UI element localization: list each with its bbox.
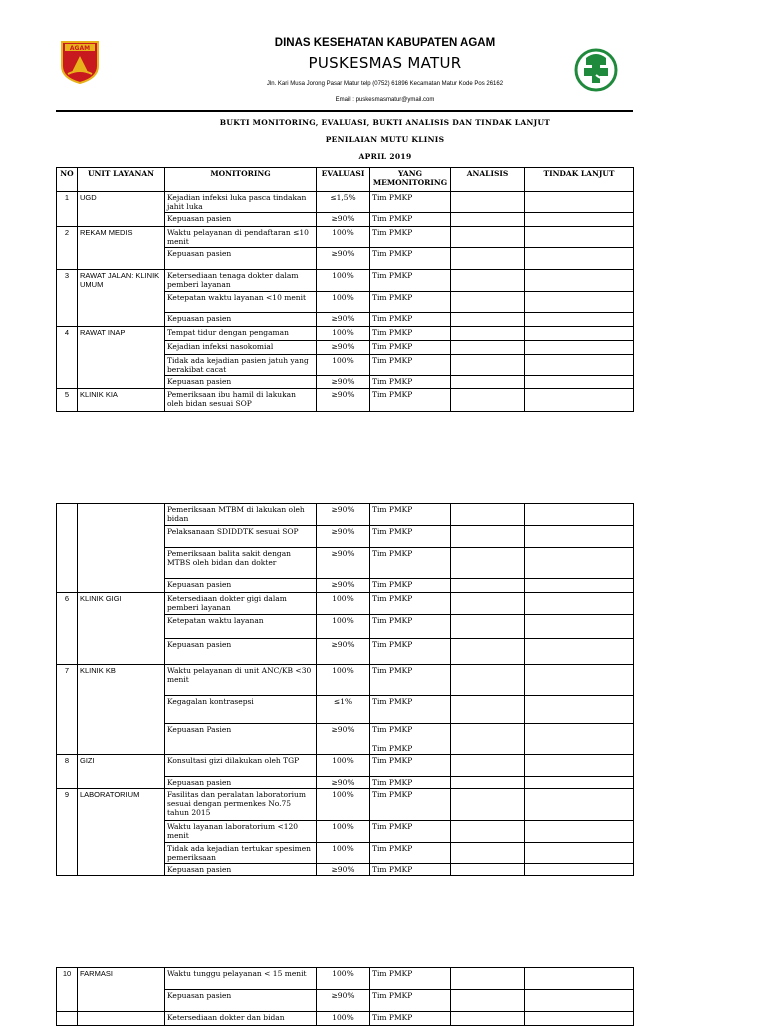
table-row: [57, 504, 634, 526]
table-row: [57, 270, 634, 292]
tindak-lanjut-cell: [525, 821, 634, 843]
tindak-lanjut-cell: [525, 615, 634, 639]
evaluasi-cell: 100%: [317, 270, 370, 292]
monitoring-cell: Fasilitas dan peralatan laboratorium sesuai dengan permenkes No.75 tahun 2015: [165, 789, 317, 821]
row-number: 2: [57, 227, 78, 270]
analisis-cell: [451, 665, 525, 696]
table-row: [57, 327, 634, 341]
tindak-lanjut-cell: [525, 1012, 634, 1026]
monitor-cell: Tim PMKP: [370, 615, 451, 639]
monitor-cell: Tim PMKP: [370, 327, 451, 341]
row-number: 1: [57, 192, 78, 227]
table-row: [57, 192, 634, 213]
evaluasi-cell: ≥90%: [317, 389, 370, 412]
doc-title: BUKTI MONITORING, EVALUASI, BUKTI ANALISIS DAN TINDAK LANJUT: [219, 118, 551, 127]
analisis-cell: [451, 327, 525, 341]
unit-name: KLINIK KB: [78, 665, 165, 755]
monitor-cell: Tim PMKP: [370, 504, 451, 526]
analisis-cell: [451, 213, 525, 227]
tindak-lanjut-cell: [525, 990, 634, 1012]
evaluasi-cell: ≥90%: [317, 724, 370, 755]
monitoring-cell: Waktu pelayanan di pendaftaran ≤10 menit: [165, 227, 317, 248]
unit-name: LABORATORIUM: [78, 789, 165, 876]
unit-name: FARMASI: [78, 968, 165, 1012]
tindak-lanjut-cell: [525, 777, 634, 789]
monitor-cell: Tim PMKP: [370, 579, 451, 593]
evaluasi-cell: ≥90%: [317, 579, 370, 593]
monitor-cell: Tim PMKP: [370, 639, 451, 665]
col-monitoring: MONITORING: [165, 168, 317, 192]
evaluasi-cell: 100%: [317, 665, 370, 696]
monitoring-cell: Kejadian infeksi nasokomial: [165, 341, 317, 355]
evaluasi-cell: ≥90%: [317, 376, 370, 389]
row-number: 4: [57, 327, 78, 389]
header-divider: [56, 110, 633, 112]
analisis-cell: [451, 968, 525, 990]
tindak-lanjut-cell: [525, 213, 634, 227]
monitoring-cell: Kejadian infeksi luka pasca tindakan jahit luka: [165, 192, 317, 213]
analisis-cell: [451, 755, 525, 777]
monitoring-cell: Pemeriksaan MTBM di lakukan oleh bidan: [165, 504, 317, 526]
monitoring-cell: Tidak ada kejadian pasien jatuh yang berakibat cacat: [165, 355, 317, 376]
monitoring-cell: Tempat tidur dengan pengaman: [165, 327, 317, 341]
unit-name: [78, 504, 165, 593]
monitor-cell: [370, 724, 451, 755]
table-row: [57, 1012, 634, 1026]
evaluasi-cell: 100%: [317, 821, 370, 843]
monitoring-cell: Kepuasan pasien: [165, 864, 317, 876]
monitoring-cell: Kepuasan pasien: [165, 639, 317, 665]
tindak-lanjut-cell: [525, 389, 634, 412]
monitoring-cell: Ketepatan waktu layanan: [165, 615, 317, 639]
monitor-cell: Tim PMKP: [370, 990, 451, 1012]
unit-name: RAWAT INAP: [78, 327, 165, 389]
tindak-lanjut-cell: [525, 355, 634, 376]
monitoring-cell: Kepuasan pasien: [165, 313, 317, 327]
monitoring-cell: Ketepatan waktu layanan <10 menit: [165, 292, 317, 313]
analisis-cell: [451, 1012, 525, 1026]
monitoring-cell: Kegagalan kontrasepsi: [165, 696, 317, 724]
analisis-cell: [451, 990, 525, 1012]
monitoring-cell: Waktu layanan laboratorium <120 menit: [165, 821, 317, 843]
doc-subtitle: PENILAIAN MUTU KLINIS: [325, 135, 445, 144]
tindak-lanjut-cell: [525, 696, 634, 724]
monitor-cell: Tim PMKP: [370, 355, 451, 376]
analisis-cell: [451, 227, 525, 248]
table-row: [57, 227, 634, 248]
monitoring-cell: Konsultasi gizi dilakukan oleh TGP: [165, 755, 317, 777]
evaluasi-cell: 100%: [317, 615, 370, 639]
monitor-name: Tim PMKP: [372, 725, 413, 734]
monitor-cell: Tim PMKP: [370, 864, 451, 876]
evaluasi-cell: ≥90%: [317, 313, 370, 327]
monitoring-cell: Waktu pelayanan di unit ANC/KB <30 menit: [165, 665, 317, 696]
tindak-lanjut-cell: [525, 843, 634, 864]
email-line: Email : puskesmasmatur@ymail.com: [335, 97, 435, 103]
evaluasi-cell: 100%: [317, 755, 370, 777]
monitor-cell: Tim PMKP: [370, 821, 451, 843]
evaluasi-cell: 100%: [317, 593, 370, 615]
analisis-cell: [451, 376, 525, 389]
unit-name: GIZI: [78, 755, 165, 789]
monitor-cell: Tim PMKP: [370, 213, 451, 227]
tindak-lanjut-cell: [525, 504, 634, 526]
analisis-cell: [451, 504, 525, 526]
unit-name: KLINIK GIGI: [78, 593, 165, 665]
tindak-lanjut-cell: [525, 327, 634, 341]
analisis-cell: [451, 341, 525, 355]
tindak-lanjut-cell: [525, 192, 634, 213]
monitor-cell: Tim PMKP: [370, 248, 451, 270]
tindak-lanjut-cell: [525, 579, 634, 593]
monitoring-cell: Kepuasan pasien: [165, 248, 317, 270]
analisis-cell: [451, 696, 525, 724]
analisis-cell: [451, 724, 525, 755]
evaluasi-cell: ≥90%: [317, 504, 370, 526]
evaluasi-cell: ≤1,5%: [317, 192, 370, 213]
agency-name: DINAS KESEHATAN KABUPATEN AGAM: [274, 37, 496, 49]
monitor-cell: Tim PMKP: [370, 789, 451, 821]
table-row: [57, 389, 634, 412]
analisis-cell: [451, 615, 525, 639]
row-number: [57, 504, 78, 593]
analisis-cell: [451, 579, 525, 593]
svg-text:AGAM: AGAM: [69, 45, 91, 52]
analisis-cell: [451, 821, 525, 843]
monitoring-cell: Ketersediaan dokter dan bidan: [165, 1012, 317, 1026]
analisis-cell: [451, 248, 525, 270]
monitor-cell: Tim PMKP: [370, 389, 451, 412]
analisis-cell: [451, 313, 525, 327]
analisis-cell: [451, 526, 525, 548]
evaluasi-cell: 100%: [317, 292, 370, 313]
row-number: 6: [57, 593, 78, 665]
tindak-lanjut-cell: [525, 639, 634, 665]
analisis-cell: [451, 355, 525, 376]
unit-name: [78, 1012, 165, 1026]
tindak-lanjut-cell: [525, 292, 634, 313]
analisis-cell: [451, 843, 525, 864]
evaluasi-cell: ≥90%: [317, 213, 370, 227]
monitor-cell: Tim PMKP: [370, 968, 451, 990]
row-number: 7: [57, 665, 78, 755]
monitoring-cell: Tidak ada kejadian tertukar spesimen pemeriksaan: [165, 843, 317, 864]
tindak-lanjut-cell: [525, 248, 634, 270]
monitor-cell: Tim PMKP: [370, 696, 451, 724]
monitoring-cell: Waktu tunggu pelayanan < 15 menit: [165, 968, 317, 990]
monitoring-cell: Kepuasan pasien: [165, 990, 317, 1012]
analisis-cell: [451, 777, 525, 789]
monitoring-cell: Kepuasan pasien: [165, 213, 317, 227]
row-number: 3: [57, 270, 78, 327]
monitor-cell: Tim PMKP: [370, 313, 451, 327]
analisis-cell: [451, 192, 525, 213]
table-row: [57, 665, 634, 696]
monitor-cell: Tim PMKP: [370, 192, 451, 213]
tindak-lanjut-cell: [525, 755, 634, 777]
evaluasi-cell: ≥90%: [317, 248, 370, 270]
monitor-cell: Tim PMKP: [370, 1012, 451, 1026]
puskesmas-cross-logo: [573, 47, 619, 93]
monitor-cell: Tim PMKP: [370, 227, 451, 248]
evaluasi-cell: ≥90%: [317, 548, 370, 579]
tindak-lanjut-cell: [525, 864, 634, 876]
analisis-cell: [451, 864, 525, 876]
monitoring-cell: Ketersediaan dokter gigi dalam pemberi layanan: [165, 593, 317, 615]
col-memonitoring: YANG MEMONITORING: [370, 168, 451, 192]
col-unit: UNIT LAYANAN: [78, 168, 165, 192]
monitoring-cell: Ketersediaan tenaga dokter dalam pemberi layanan: [165, 270, 317, 292]
monitor-cell: Tim PMKP: [370, 526, 451, 548]
monitoring-table-1: [56, 167, 634, 412]
row-number: 9: [57, 789, 78, 876]
monitoring-table-2: [56, 503, 634, 876]
analisis-cell: [451, 789, 525, 821]
row-number: [57, 1012, 78, 1026]
evaluasi-cell: 100%: [317, 968, 370, 990]
col-analisis: ANALISIS: [451, 168, 525, 192]
doc-period: APRIL 2019: [358, 152, 412, 161]
monitoring-cell: Pelaksanaan SDIDDTK sesuai SOP: [165, 526, 317, 548]
evaluasi-cell: ≥90%: [317, 864, 370, 876]
tindak-lanjut-cell: [525, 270, 634, 292]
evaluasi-cell: 100%: [317, 355, 370, 376]
monitoring-cell: Kepuasan pasien: [165, 777, 317, 789]
monitor-name-2: Tim PMKP: [372, 744, 413, 753]
unit-name: UGD: [78, 192, 165, 227]
puskesmas-name: PUSKESMAS MATUR: [308, 54, 462, 72]
monitor-cell: Tim PMKP: [370, 292, 451, 313]
evaluasi-cell: ≥90%: [317, 777, 370, 789]
monitor-cell: Tim PMKP: [370, 755, 451, 777]
evaluasi-cell: 100%: [317, 227, 370, 248]
table-row: [57, 789, 634, 821]
col-no: NO: [57, 168, 78, 192]
monitor-cell: Tim PMKP: [370, 665, 451, 696]
tindak-lanjut-cell: [525, 548, 634, 579]
monitoring-cell: Pemeriksaan balita sakit dengan MTBS oleh bidan dan dokter: [165, 548, 317, 579]
monitor-cell: Tim PMKP: [370, 341, 451, 355]
tindak-lanjut-cell: [525, 593, 634, 615]
monitor-cell: Tim PMKP: [370, 548, 451, 579]
row-number: 5: [57, 389, 78, 412]
analisis-cell: [451, 292, 525, 313]
col-tindak-lanjut: TINDAK LANJUT: [525, 168, 634, 192]
evaluasi-cell: 100%: [317, 843, 370, 864]
monitor-cell: Tim PMKP: [370, 777, 451, 789]
monitoring-cell: Kepuasan pasien: [165, 376, 317, 389]
monitor-cell: Tim PMKP: [370, 593, 451, 615]
col-evaluasi: EVALUASI: [317, 168, 370, 192]
tindak-lanjut-cell: [525, 665, 634, 696]
monitor-cell: Tim PMKP: [370, 270, 451, 292]
tindak-lanjut-cell: [525, 341, 634, 355]
table-row: [57, 755, 634, 777]
tindak-lanjut-cell: [525, 313, 634, 327]
analisis-cell: [451, 270, 525, 292]
address-line: Jln. Kari Musa Jorong Pasar Matur telp (0752) 61896 Kecamatan Matur Kode Pos 26162: [266, 81, 504, 87]
evaluasi-cell: ≥90%: [317, 639, 370, 665]
tindak-lanjut-cell: [525, 376, 634, 389]
analisis-cell: [451, 639, 525, 665]
monitor-cell: Tim PMKP: [370, 843, 451, 864]
unit-name: KLINIK KIA: [78, 389, 165, 412]
evaluasi-cell: ≥90%: [317, 526, 370, 548]
evaluasi-cell: 100%: [317, 789, 370, 821]
evaluasi-cell: 100%: [317, 327, 370, 341]
tindak-lanjut-cell: [525, 968, 634, 990]
unit-name: REKAM MEDIS: [78, 227, 165, 270]
evaluasi-cell: ≥90%: [317, 341, 370, 355]
row-number: 8: [57, 755, 78, 789]
tindak-lanjut-cell: [525, 789, 634, 821]
evaluasi-cell: ≤1%: [317, 696, 370, 724]
tindak-lanjut-cell: [525, 227, 634, 248]
monitoring-table-3: [56, 967, 634, 1026]
table-row: [57, 593, 634, 615]
evaluasi-cell: ≥90%: [317, 990, 370, 1012]
agam-logo: [58, 38, 102, 84]
unit-name: RAWAT JALAN: KLINIK UMUM: [78, 270, 165, 327]
evaluasi-cell: 100%: [317, 1012, 370, 1026]
monitoring-cell: Kepuasan pasien: [165, 579, 317, 593]
monitoring-cell: Pemeriksaan ibu hamil di lakukan oleh bidan sesuai SOP: [165, 389, 317, 412]
tindak-lanjut-cell: [525, 724, 634, 755]
row-number: 10: [57, 968, 78, 1012]
tindak-lanjut-cell: [525, 526, 634, 548]
analisis-cell: [451, 593, 525, 615]
monitor-cell: Tim PMKP: [370, 376, 451, 389]
table-row: [57, 968, 634, 990]
analisis-cell: [451, 389, 525, 412]
analisis-cell: [451, 548, 525, 579]
monitoring-cell: Kepuasan Pasien: [165, 724, 317, 755]
